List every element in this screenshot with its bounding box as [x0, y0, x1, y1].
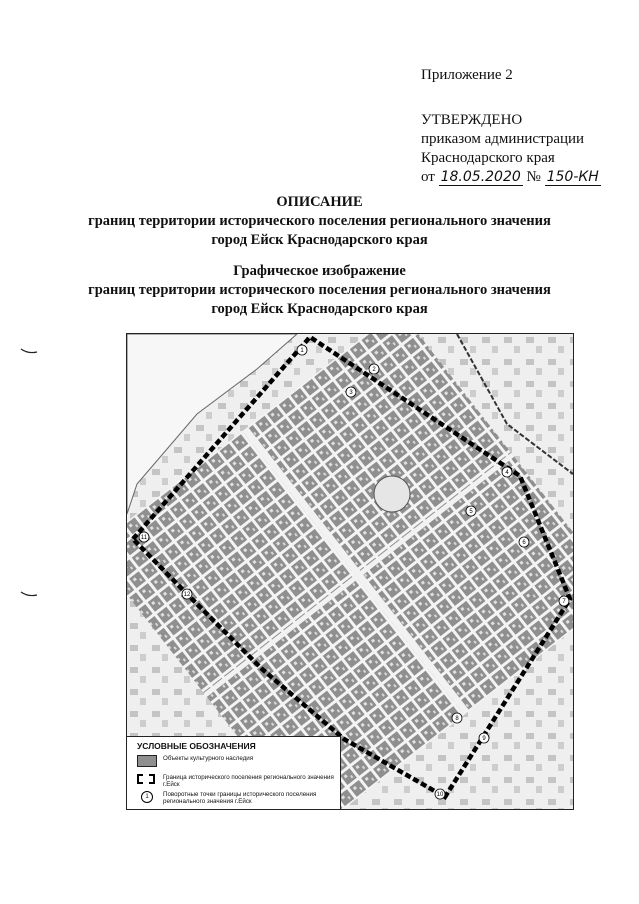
- map-legend: [127, 736, 341, 810]
- legend-text: Поворотные точки границы исторического поселения регионального значения г.Ейск: [163, 791, 317, 805]
- svg-text:11: 11: [140, 535, 148, 541]
- svg-text:12: 12: [183, 592, 191, 598]
- approval-stamp: [421, 111, 601, 187]
- turning-point-marker: [139, 532, 149, 542]
- margin-mark-icon: [20, 348, 38, 354]
- document-title: [0, 193, 639, 250]
- handwritten-number: 150-КН: [546, 169, 599, 185]
- document-subtitle: [0, 262, 639, 319]
- margin-mark-icon: [20, 591, 38, 597]
- turning-point-marker: [559, 596, 569, 606]
- number-prefix: №: [526, 169, 541, 185]
- turning-point-marker: [466, 506, 476, 516]
- title-main: ОПИСАНИЕ: [276, 194, 363, 210]
- legend-title: УСЛОВНЫЕ ОБОЗНАЧЕНИЯ: [137, 741, 256, 751]
- turning-point-marker: [502, 467, 512, 477]
- turning-point-marker: [479, 733, 489, 743]
- legend-text: Объекты культурного наследия: [163, 755, 254, 762]
- svg-text:3: 3: [349, 390, 353, 396]
- approval-line-2: Краснодарского края: [421, 150, 555, 166]
- handwritten-date: 18.05.2020: [440, 169, 521, 185]
- subtitle-line-2: город Ейск Краснодарского края: [211, 301, 428, 317]
- turning-point-marker: [519, 537, 529, 547]
- city-map: [126, 333, 574, 810]
- approval-date-line: [421, 168, 601, 187]
- boundary-swatch-icon: [137, 774, 155, 784]
- subtitle-line-1: границ территории исторического поселения регионального значения: [88, 282, 551, 298]
- title-line-1: границ территории исторического поселения регионального значения: [88, 213, 551, 229]
- svg-text:7: 7: [562, 599, 566, 605]
- svg-text:8: 8: [455, 716, 459, 722]
- turning-point-symbol: 1: [141, 791, 153, 803]
- svg-text:5: 5: [469, 509, 473, 515]
- subtitle-main: Графическое изображение: [233, 263, 406, 279]
- heritage-swatch-icon: [137, 755, 157, 767]
- turning-point-marker: [346, 387, 356, 397]
- turning-point-marker: [369, 364, 379, 374]
- turning-point-marker: [435, 789, 445, 799]
- central-square: [374, 476, 410, 512]
- approval-line-1: приказом администрации: [421, 131, 585, 147]
- svg-text:6: 6: [522, 540, 526, 546]
- svg-text:1: 1: [300, 348, 304, 354]
- approval-approved: УТВЕРЖДЕНО: [421, 112, 523, 128]
- turning-point-marker: [182, 589, 192, 599]
- date-prefix: от: [421, 169, 435, 185]
- title-line-2: город Ейск Краснодарского края: [211, 232, 428, 248]
- appendix-label: Приложение 2: [421, 67, 513, 83]
- svg-text:2: 2: [372, 367, 376, 373]
- turning-point-marker: [452, 713, 462, 723]
- svg-text:9: 9: [482, 736, 486, 742]
- turning-point-marker: [297, 345, 307, 355]
- legend-text: Граница исторического поселения регионального значения г.Ейск: [163, 774, 334, 788]
- svg-text:4: 4: [505, 470, 509, 476]
- svg-text:10: 10: [436, 792, 444, 798]
